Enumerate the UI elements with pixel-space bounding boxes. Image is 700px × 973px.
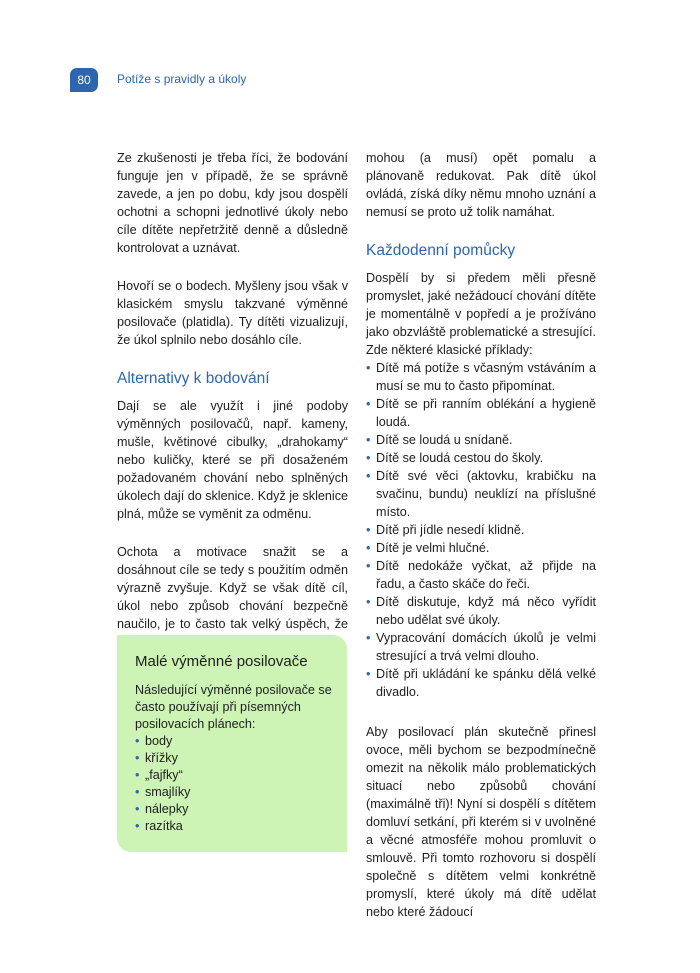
list-item: • Dítě diskutuje, když má něco vyřídit nebo udělat své úkoly. xyxy=(366,593,596,629)
list-item: • smajlíky xyxy=(135,784,333,801)
list-item: • Dítě má potíže s včasným vstáváním a musí se mu to často připomínat. xyxy=(366,359,596,395)
list-item: • Dítě nedokáže vyčkat, až přijde na řadu, a často skáče do řeči. xyxy=(366,557,596,593)
examples-list xyxy=(366,359,596,701)
paragraph: Ze zkušenosti je třeba říci, že bodování funguje jen v případě, že se správně zavede, a jen po dobu, kdy jsou dospělí ochotni a schopni jednotlivé úkoly nebo cíle dítěte nepřetržitě denně a důsledně kontrolovat a uznávat. xyxy=(117,151,348,255)
paragraph: Ochota a motivace snažit se a dosáhnout cíle se tedy s použitím odměn výrazně zvyšuje. Když se však dítě cíl, úkol nebo způsob chování bezpečně naučilo, je to často tak velký úspěch, že xyxy=(117,545,348,631)
right-column xyxy=(366,149,596,941)
paragraph: Aby posilovací plán skutečně přinesl ovoce, měli bychom se bezpodmínečně omezit na několik málo problematických situací nebo způsobů chování (maximálně tři)! Nyní si dospělí s dítětem domluví setkání, při kterém si v uvolněné a věcné atmosféře mohou promluvit o smlouvě. Při tomto rozhovoru si dospělí společně s dítětem velmi konkrétně promyslí, které úkoly má dítě udělat nebo které žádoucí xyxy=(366,725,596,919)
list-item: • Dítě je velmi hlučné. xyxy=(366,539,596,557)
list-item: • Dítě při jídle nesedí klidně. xyxy=(366,521,596,539)
info-box-list xyxy=(135,733,333,835)
paragraph: Dají se ale využít i jiné podoby výměnných posilovačů, např. kameny, mušle, květinové cibulky, „drahokamy“ nebo kuličky, které se při dosaženém požadovaném chování nebo splněných úkolech dají do sklenice. Když je sklenice plná, může se vyměnit za odměnu. xyxy=(117,399,349,521)
list-item: • Dítě při ukládání ke spánku dělá velké divadlo. xyxy=(366,665,596,701)
left-column xyxy=(117,149,348,671)
page-number-badge: 80 xyxy=(70,68,98,92)
list-item: • Dítě se loudá cestou do školy. xyxy=(366,449,596,467)
list-item: • křížky xyxy=(135,750,333,767)
section-heading: Každodenní pomůcky xyxy=(366,242,516,259)
info-box xyxy=(117,635,347,852)
list-item: • body xyxy=(135,733,333,750)
list-item: • Dítě se loudá u snídaně. xyxy=(366,431,596,449)
list-item: • „fajfky“ xyxy=(135,767,333,784)
info-box-title: Malé výměnné posilovače xyxy=(135,653,308,670)
paragraph: mohou (a musí) opět pomalu a plánovaně redukovat. Pak dítě úkol ovládá, získá díky němu mnoho uznání a nemusí se proto už tolik namáhat. xyxy=(366,151,596,219)
running-title: Potíže s pravidly a úkoly xyxy=(117,72,247,86)
list-item: • Dítě se při ranním oblékání a hygieně loudá. xyxy=(366,395,596,431)
list-item: • Vypracování domácích úkolů je velmi stresující a trvá velmi dlouho. xyxy=(366,629,596,665)
info-box-intro: Následující výměnné posilovače se často používají při písemných posilovacích plánech: xyxy=(135,683,332,731)
section-heading: Alternativy k bodování xyxy=(117,370,270,387)
list-item: • nálepky xyxy=(135,801,333,818)
list-item: • Dítě své věci (aktovku, krabičku na svačinu, bundu) neuklízí na příslušné místo. xyxy=(366,467,596,521)
list-item: • razítka xyxy=(135,818,333,835)
paragraph: Hovoří se o bodech. Myšleny jsou však v klasickém smyslu takzvané výměnné posilovače (platidla). Ty dítěti vizualizují, že úkol splnilo nebo dosáhlo cíle. xyxy=(117,279,348,347)
paragraph: Dospělí by si předem měli přesně promyslet, jaké nežádoucí chování dítěte je momentálně v popředí a je prožíváno jako obzvláště problematické a stresující. Zde některé klasické příklady: xyxy=(366,271,596,357)
